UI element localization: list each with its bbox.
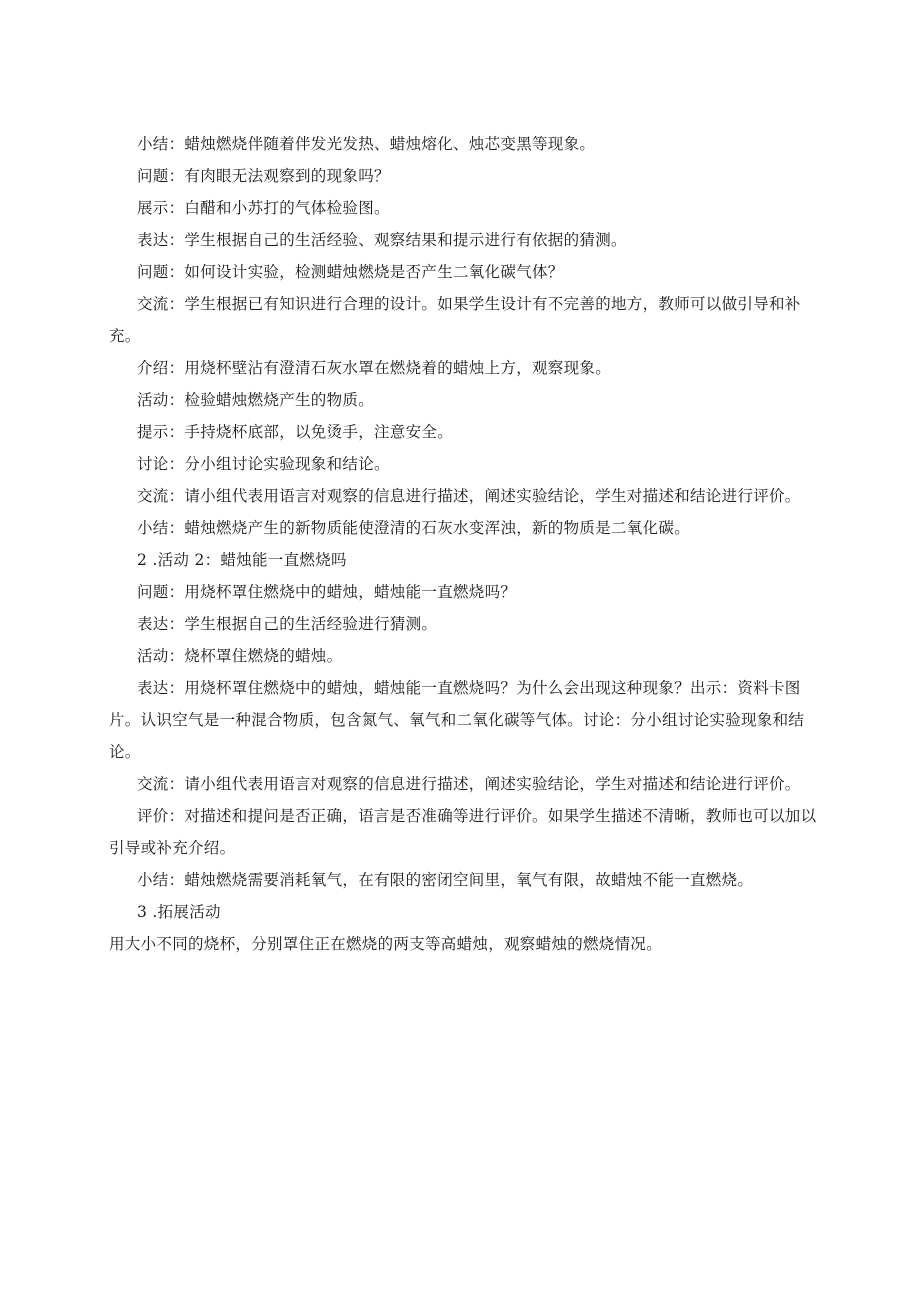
question-paragraph: 问题：有肉眼无法观察到的现象吗？	[137, 167, 390, 185]
evaluation-paragraph: 评价：对描述和提问是否正确，语言是否准确等进行评价。如果学生描述不清晰，教师也可以加以引导或补充介绍。	[109, 807, 817, 857]
summary-paragraph: 小结：蜡烛燃烧需要消耗氧气，在有限的密闭空间里，氧气有限，故蜡烛不能一直燃烧。	[137, 871, 754, 889]
expression-paragraph: 表达：学生根据自己的生活经验进行猜测。	[137, 615, 438, 633]
discussion-exchange-paragraph: 交流：请小组代表用语言对观察的信息进行描述，阐述实验结论，学生对描述和结论进行评价。	[137, 487, 801, 505]
document-body	[109, 128, 825, 960]
activity-paragraph: 活动：检验蜡烛燃烧产生的物质。	[137, 391, 375, 409]
activity-paragraph: 活动：烧杯罩住燃烧的蜡烛。	[137, 647, 343, 665]
hint-paragraph: 提示：手持烧杯底部，以免烫手，注意安全。	[137, 423, 454, 441]
expression-paragraph: 表达：用烧杯罩住燃烧中的蜡烛，蜡烛能一直燃烧吗？为什么会出现这种现象？出示：资料卡图片。认识空气是一种混合物质，包含氮气、氧气和二氧化碳等气体。讨论：分小组讨论实验现象和结论。	[109, 679, 805, 761]
discussion-exchange-paragraph: 交流：请小组代表用语言对观察的信息进行描述，阐述实验结论，学生对描述和结论进行评价。	[137, 775, 801, 793]
discussion-paragraph: 讨论：分小组讨论实验现象和结论。	[137, 455, 390, 473]
discussion-exchange-paragraph: 交流：学生根据已有知识进行合理的设计。如果学生设计有不完善的地方，教师可以做引导和补充。	[109, 295, 801, 345]
extension-paragraph: 用大小不同的烧杯，分别罩住正在燃烧的两支等高蜡烛，观察蜡烛的燃烧情况。	[109, 935, 663, 953]
display-paragraph: 展示：白醋和小苏打的气体检验图。	[137, 199, 390, 217]
summary-paragraph: 小结：蜡烛燃烧产生的新物质能使澄清的石灰水变浑浊，新的物质是二氧化碳。	[137, 519, 691, 537]
section-heading: 3 .拓展活动	[137, 903, 221, 921]
introduction-paragraph: 介绍：用烧杯壁沾有澄清石灰水罩在燃烧着的蜡烛上方，观察现象。	[137, 359, 612, 377]
question-paragraph: 问题：用烧杯罩住燃烧中的蜡烛，蜡烛能一直燃烧吗？	[137, 583, 517, 601]
section-heading: 2 .活动 2：蜡烛能一直燃烧吗	[137, 551, 347, 569]
summary-paragraph: 小结：蜡烛燃烧伴随着伴发光发热、蜡烛熔化、烛芯变黑等现象。	[137, 135, 596, 153]
question-paragraph: 问题：如何设计实验，检测蜡烛燃烧是否产生二氧化碳气体？	[137, 263, 564, 281]
expression-paragraph: 表达：学生根据自己的生活经验、观察结果和提示进行有依据的猜测。	[137, 231, 627, 249]
